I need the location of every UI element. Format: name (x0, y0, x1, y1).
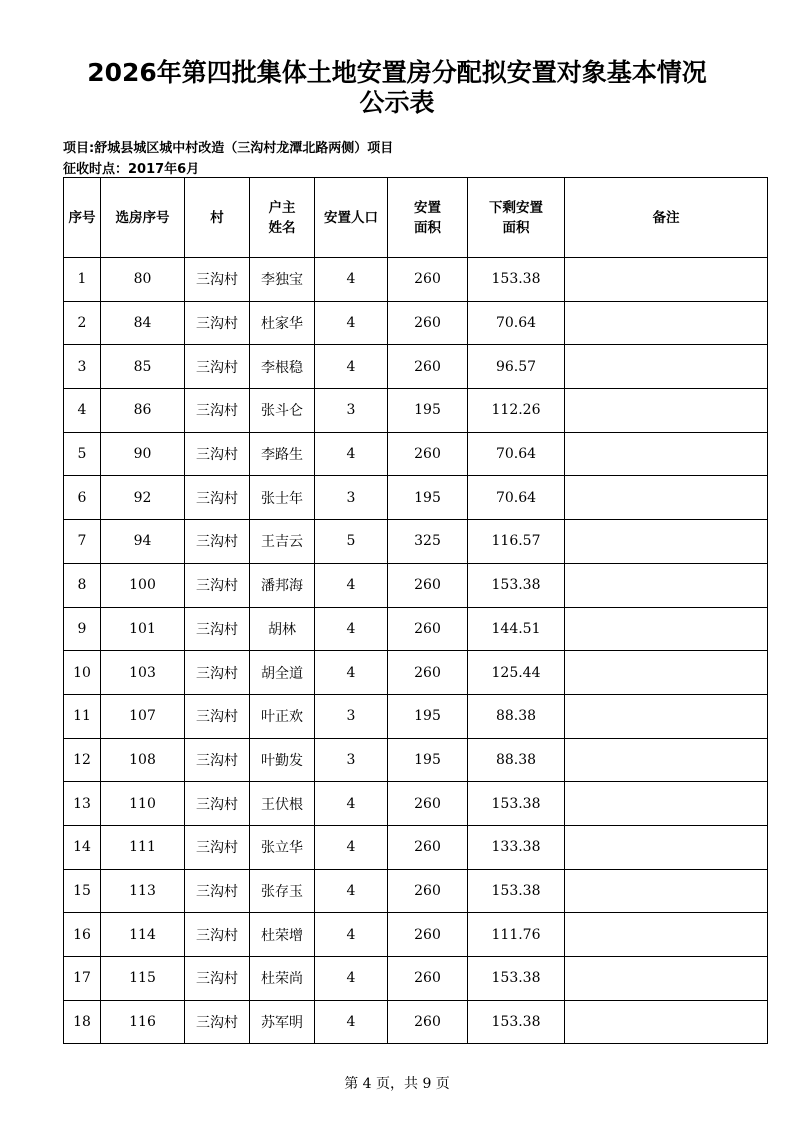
cell-remaining-area: 144.51 (468, 607, 565, 651)
cell-index: 13 (64, 782, 101, 826)
cell-population: 4 (315, 782, 388, 826)
cell-remaining-area: 153.38 (468, 957, 565, 1001)
cell-index: 14 (64, 825, 101, 869)
header-selection-order (101, 178, 185, 258)
cell-population: 4 (315, 957, 388, 1001)
cell-selection-order: 92 (101, 476, 185, 520)
header-text-line-1: 下剩安置 (489, 199, 543, 216)
cell-remarks (565, 389, 768, 433)
header-text-line-2: 姓名 (268, 219, 296, 236)
cell-remaining-area: 88.38 (468, 694, 565, 738)
cell-selection-order: 116 (101, 1000, 185, 1044)
cell-area: 195 (388, 476, 468, 520)
cell-householder: 王吉云 (250, 520, 315, 564)
cell-village: 三沟村 (185, 432, 250, 476)
cell-area: 260 (388, 651, 468, 695)
cell-householder: 胡林 (250, 607, 315, 651)
cell-householder: 叶正欢 (250, 694, 315, 738)
cell-village: 三沟村 (185, 694, 250, 738)
cell-householder: 李独宝 (250, 258, 315, 302)
header-text-line-1: 安置 (414, 199, 441, 216)
table-row (64, 825, 768, 869)
cell-area: 260 (388, 1000, 468, 1044)
cell-area: 195 (388, 738, 468, 782)
cell-selection-order: 107 (101, 694, 185, 738)
cell-remaining-area: 153.38 (468, 258, 565, 302)
table-row (64, 957, 768, 1001)
cell-village: 三沟村 (185, 738, 250, 782)
title-line-1: 2026年第四批集体土地安置房分配拟安置对象基本情况 (87, 58, 707, 87)
cell-index: 10 (64, 651, 101, 695)
cell-index: 17 (64, 957, 101, 1001)
cell-village: 三沟村 (185, 869, 250, 913)
cell-area: 260 (388, 258, 468, 302)
cell-remarks (565, 913, 768, 957)
cell-area: 325 (388, 520, 468, 564)
table-row (64, 738, 768, 782)
cell-remarks (565, 782, 768, 826)
cell-remaining-area: 153.38 (468, 782, 565, 826)
cell-remaining-area: 153.38 (468, 869, 565, 913)
cell-index: 8 (64, 563, 101, 607)
cell-population: 3 (315, 694, 388, 738)
cell-householder: 张立华 (250, 825, 315, 869)
cell-remaining-area: 153.38 (468, 563, 565, 607)
cell-remarks (565, 825, 768, 869)
cell-householder: 张存玉 (250, 869, 315, 913)
cell-remarks (565, 1000, 768, 1044)
cell-remarks (565, 345, 768, 389)
cell-village: 三沟村 (185, 607, 250, 651)
cell-selection-order: 108 (101, 738, 185, 782)
cell-area: 260 (388, 301, 468, 345)
date-label: 征收时点：2017年6月 (63, 162, 200, 177)
cell-population: 3 (315, 738, 388, 782)
table-row (64, 345, 768, 389)
cell-remarks (565, 520, 768, 564)
cell-remaining-area: 133.38 (468, 825, 565, 869)
cell-remaining-area: 153.38 (468, 1000, 565, 1044)
cell-selection-order: 90 (101, 432, 185, 476)
cell-area: 260 (388, 913, 468, 957)
cell-remaining-area: 125.44 (468, 651, 565, 695)
header-index (64, 178, 101, 258)
header-remarks (565, 178, 768, 258)
cell-population: 4 (315, 913, 388, 957)
table-header-row (64, 178, 768, 258)
document-title (0, 58, 794, 118)
cell-index: 11 (64, 694, 101, 738)
table-row (64, 389, 768, 433)
cell-householder: 张士年 (250, 476, 315, 520)
header-area (388, 178, 468, 258)
cell-index: 1 (64, 258, 101, 302)
cell-population: 4 (315, 258, 388, 302)
header-text-line-1: 序号 (68, 209, 96, 226)
cell-remarks (565, 301, 768, 345)
cell-area: 260 (388, 432, 468, 476)
cell-village: 三沟村 (185, 563, 250, 607)
cell-village: 三沟村 (185, 651, 250, 695)
cell-population: 4 (315, 345, 388, 389)
cell-index: 5 (64, 432, 101, 476)
header-householder (250, 178, 315, 258)
cell-index: 9 (64, 607, 101, 651)
cell-selection-order: 114 (101, 913, 185, 957)
cell-selection-order: 80 (101, 258, 185, 302)
cell-population: 4 (315, 651, 388, 695)
cell-selection-order: 94 (101, 520, 185, 564)
header-text-line-1: 安置人口 (324, 209, 378, 226)
cell-householder: 张斗仑 (250, 389, 315, 433)
table-row (64, 782, 768, 826)
resettlement-table (63, 177, 768, 1044)
cell-householder: 杜荣尚 (250, 957, 315, 1001)
table-row (64, 432, 768, 476)
project-label: 项目:舒城县城区城中村改造（三沟村龙潭北路两侧）项目 (63, 141, 394, 156)
cell-remarks (565, 738, 768, 782)
cell-area: 195 (388, 389, 468, 433)
cell-village: 三沟村 (185, 957, 250, 1001)
cell-village: 三沟村 (185, 825, 250, 869)
cell-remaining-area: 112.26 (468, 389, 565, 433)
cell-index: 12 (64, 738, 101, 782)
cell-population: 4 (315, 825, 388, 869)
cell-area: 260 (388, 782, 468, 826)
cell-remarks (565, 563, 768, 607)
cell-area: 195 (388, 694, 468, 738)
cell-population: 4 (315, 607, 388, 651)
cell-area: 260 (388, 957, 468, 1001)
page-footer: 第 4 页，共 9 页 (344, 1076, 450, 1092)
cell-remaining-area: 70.64 (468, 432, 565, 476)
cell-selection-order: 86 (101, 389, 185, 433)
cell-area: 260 (388, 345, 468, 389)
cell-population: 5 (315, 520, 388, 564)
cell-householder: 苏军明 (250, 1000, 315, 1044)
cell-remarks (565, 607, 768, 651)
table-row (64, 607, 768, 651)
cell-householder: 杜家华 (250, 301, 315, 345)
table-row (64, 301, 768, 345)
header-text-line-2: 面积 (414, 219, 441, 236)
table-row (64, 869, 768, 913)
cell-remarks (565, 869, 768, 913)
header-remaining-area (468, 178, 565, 258)
header-text-line-1: 备注 (652, 209, 680, 226)
title-line-2: 公示表 (359, 88, 435, 117)
cell-selection-order: 113 (101, 869, 185, 913)
cell-remarks (565, 432, 768, 476)
cell-index: 7 (64, 520, 101, 564)
cell-population: 4 (315, 301, 388, 345)
cell-householder: 叶勤发 (250, 738, 315, 782)
cell-householder: 王伏根 (250, 782, 315, 826)
cell-population: 4 (315, 432, 388, 476)
cell-population: 4 (315, 869, 388, 913)
cell-population: 3 (315, 476, 388, 520)
table-row (64, 651, 768, 695)
table-row (64, 258, 768, 302)
cell-householder: 李路生 (250, 432, 315, 476)
cell-village: 三沟村 (185, 389, 250, 433)
cell-area: 260 (388, 825, 468, 869)
cell-remaining-area: 70.64 (468, 301, 565, 345)
table-row (64, 563, 768, 607)
cell-remarks (565, 651, 768, 695)
cell-index: 6 (64, 476, 101, 520)
header-text-line-1: 选房序号 (115, 209, 170, 226)
cell-selection-order: 115 (101, 957, 185, 1001)
cell-population: 4 (315, 1000, 388, 1044)
cell-index: 3 (64, 345, 101, 389)
cell-village: 三沟村 (185, 345, 250, 389)
cell-index: 18 (64, 1000, 101, 1044)
cell-selection-order: 103 (101, 651, 185, 695)
table-row (64, 1000, 768, 1044)
cell-selection-order: 111 (101, 825, 185, 869)
table-row (64, 520, 768, 564)
cell-remaining-area: 96.57 (468, 345, 565, 389)
cell-remaining-area: 111.76 (468, 913, 565, 957)
cell-area: 260 (388, 607, 468, 651)
header-text-line-1: 村 (210, 209, 224, 226)
header-village (185, 178, 250, 258)
cell-householder: 潘邦海 (250, 563, 315, 607)
cell-remaining-area: 88.38 (468, 738, 565, 782)
cell-village: 三沟村 (185, 782, 250, 826)
cell-selection-order: 85 (101, 345, 185, 389)
table-row (64, 913, 768, 957)
cell-remaining-area: 70.64 (468, 476, 565, 520)
cell-village: 三沟村 (185, 301, 250, 345)
cell-population: 4 (315, 563, 388, 607)
cell-village: 三沟村 (185, 476, 250, 520)
cell-index: 2 (64, 301, 101, 345)
cell-householder: 李根稳 (250, 345, 315, 389)
cell-village: 三沟村 (185, 913, 250, 957)
cell-remarks (565, 258, 768, 302)
cell-selection-order: 101 (101, 607, 185, 651)
cell-householder: 胡全道 (250, 651, 315, 695)
cell-remarks (565, 476, 768, 520)
cell-index: 16 (64, 913, 101, 957)
cell-population: 3 (315, 389, 388, 433)
cell-village: 三沟村 (185, 520, 250, 564)
cell-area: 260 (388, 563, 468, 607)
header-population (315, 178, 388, 258)
cell-area: 260 (388, 869, 468, 913)
cell-index: 4 (64, 389, 101, 433)
cell-village: 三沟村 (185, 1000, 250, 1044)
table-body (64, 258, 768, 1044)
cell-remarks (565, 957, 768, 1001)
cell-selection-order: 84 (101, 301, 185, 345)
cell-householder: 杜荣增 (250, 913, 315, 957)
table-row (64, 476, 768, 520)
header-text-line-1: 户主 (268, 199, 296, 216)
cell-remaining-area: 116.57 (468, 520, 565, 564)
cell-selection-order: 100 (101, 563, 185, 607)
header-text-line-2: 面积 (502, 219, 530, 236)
cell-selection-order: 110 (101, 782, 185, 826)
cell-village: 三沟村 (185, 258, 250, 302)
cell-remarks (565, 694, 768, 738)
table-row (64, 694, 768, 738)
cell-index: 15 (64, 869, 101, 913)
